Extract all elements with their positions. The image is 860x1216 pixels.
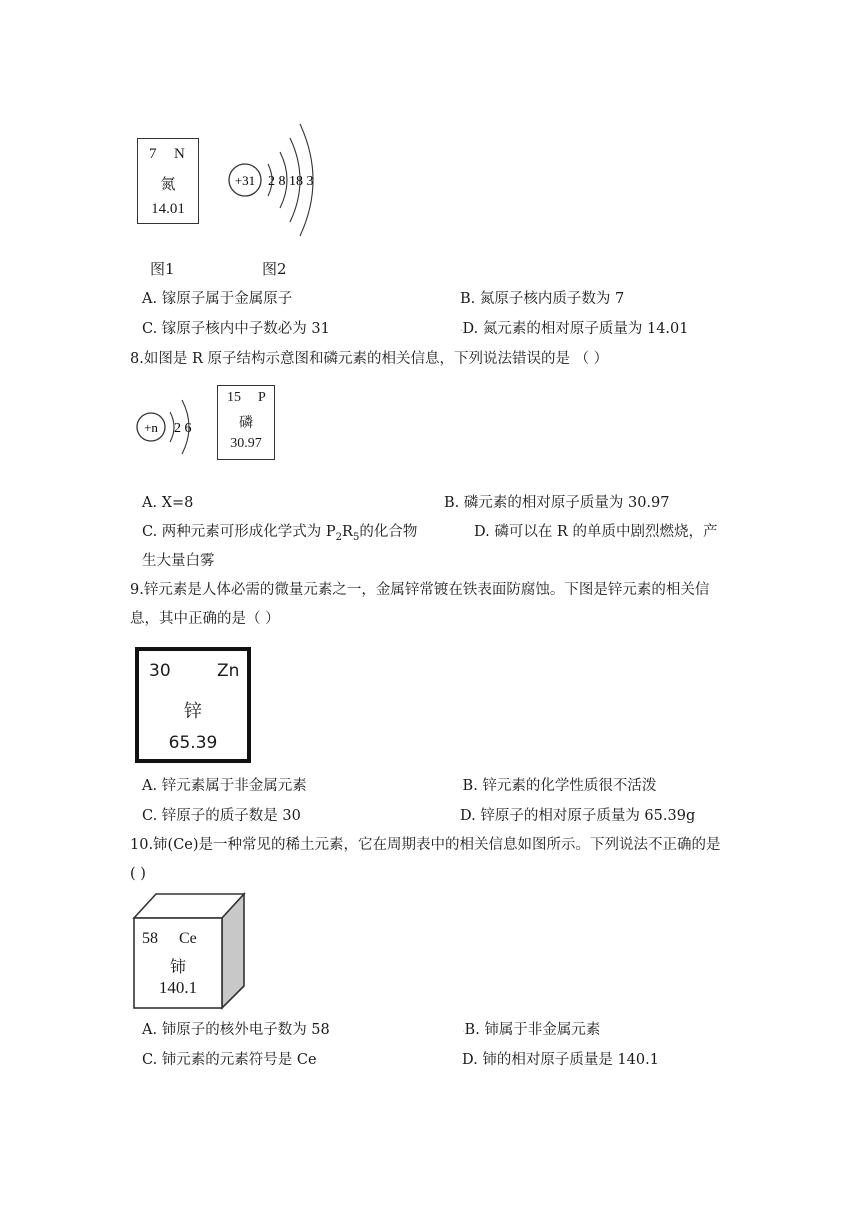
element-symbol: Zn — [217, 661, 240, 681]
atomic-number: 15 — [227, 390, 241, 405]
element-symbol: Ce — [179, 930, 197, 947]
r-atomic-structure-diagram — [134, 390, 214, 464]
element-name: 锌 — [184, 701, 202, 722]
nitrogen-element-card — [137, 138, 199, 224]
margin-mark: ‧ — [460, 783, 463, 792]
atomic-number: 58 — [142, 930, 158, 947]
q10-option-a[interactable]: A. 铈原子的核外电子数为 58 — [142, 1022, 330, 1038]
r-shell-electrons: 2 6 — [174, 421, 192, 436]
margin-mark: ‧ — [460, 326, 463, 335]
cerium-element-card — [134, 918, 222, 1008]
gallium-nucleus-label: +31 — [234, 173, 256, 188]
q10-stem-line-2: ( ) — [130, 866, 146, 882]
margin-mark: ‧ — [462, 1027, 465, 1036]
element-symbol: N — [174, 146, 185, 162]
q10-stem-line-1: 10.铈(Ce)是一种常见的稀土元素，它在周期表中的相关信息如图所示。下列说法不正确的是 — [130, 837, 721, 853]
q10-option-d[interactable]: D. 铈的相对原子质量是 140.1 — [462, 1052, 659, 1068]
phosphorus-element-card — [217, 385, 275, 460]
atomic-number: 7 — [149, 146, 157, 162]
q9-option-d[interactable]: D. 锌原子的相对原子质量为 65.39g — [460, 808, 696, 824]
atomic-mass: 65.39 — [168, 733, 218, 753]
q7-option-a[interactable]: A. 镓原子属于金属原子 — [142, 291, 293, 307]
figure-1-caption: 图1 — [150, 260, 175, 278]
atomic-number: 30 — [149, 661, 171, 681]
gallium-atomic-structure-diagram — [220, 112, 330, 252]
q9-option-a[interactable]: A. 锌元素属于非金属元素 — [142, 778, 307, 794]
q9-stem-line-1: 9.锌元素是人体必需的微量元素之一，金属锌常镀在铁表面防腐蚀。下图是锌元素的相关信 — [130, 582, 710, 598]
q8-stem: 8.如图是 R 原子结构示意图和磷元素的相关信息，下列说法错误的是 （ ） — [130, 351, 609, 367]
q8-option-a[interactable]: A. X=8 — [142, 495, 194, 511]
element-symbol: P — [258, 390, 266, 405]
q9-option-b[interactable]: ‧B. 锌元素的化学性质很不活泼 — [460, 778, 657, 794]
atomic-mass: 140.1 — [158, 978, 198, 997]
q7-option-c[interactable]: C. 镓原子核内中子数必为 31 — [142, 321, 330, 337]
atomic-mass: 30.97 — [230, 436, 262, 451]
q7-option-d[interactable]: ‧D. 氮元素的相对原子质量为 14.01 — [460, 321, 689, 337]
atomic-mass: 14.01 — [151, 201, 185, 217]
figure-2-caption: 图2 — [262, 260, 287, 278]
q8-option-c[interactable]: C. 两种元素可形成化学式为 $P_2R_5$的化合物 — [142, 524, 418, 543]
r-nucleus-label: +n — [144, 420, 158, 435]
q9-stem-line-2: 息，其中正确的是（ ） — [130, 611, 280, 627]
zinc-element-card — [135, 647, 251, 763]
element-name: 铈 — [169, 957, 186, 976]
q8-option-b[interactable]: B. 磷元素的相对原子质量为 30.97 — [444, 495, 670, 511]
q9-option-c[interactable]: C. 锌原子的质子数是 30 — [142, 808, 301, 824]
element-name: 氮 — [160, 175, 176, 193]
q8-option-d[interactable]: D. 磷可以在 R 的单质中剧烈燃烧，产 — [474, 524, 718, 540]
gallium-shell-electrons: 2 8 18 3 — [268, 174, 314, 189]
q7-option-b[interactable]: B. 氮原子核内质子数为 7 — [460, 291, 625, 307]
element-name: 磷 — [239, 415, 253, 431]
q10-option-c[interactable]: C. 铈元素的元素符号是 Ce — [142, 1052, 317, 1068]
q10-option-b[interactable]: ‧B. 铈属于非金属元素 — [462, 1022, 601, 1038]
q8-option-d-continued: 生大量白雾 — [142, 553, 215, 569]
